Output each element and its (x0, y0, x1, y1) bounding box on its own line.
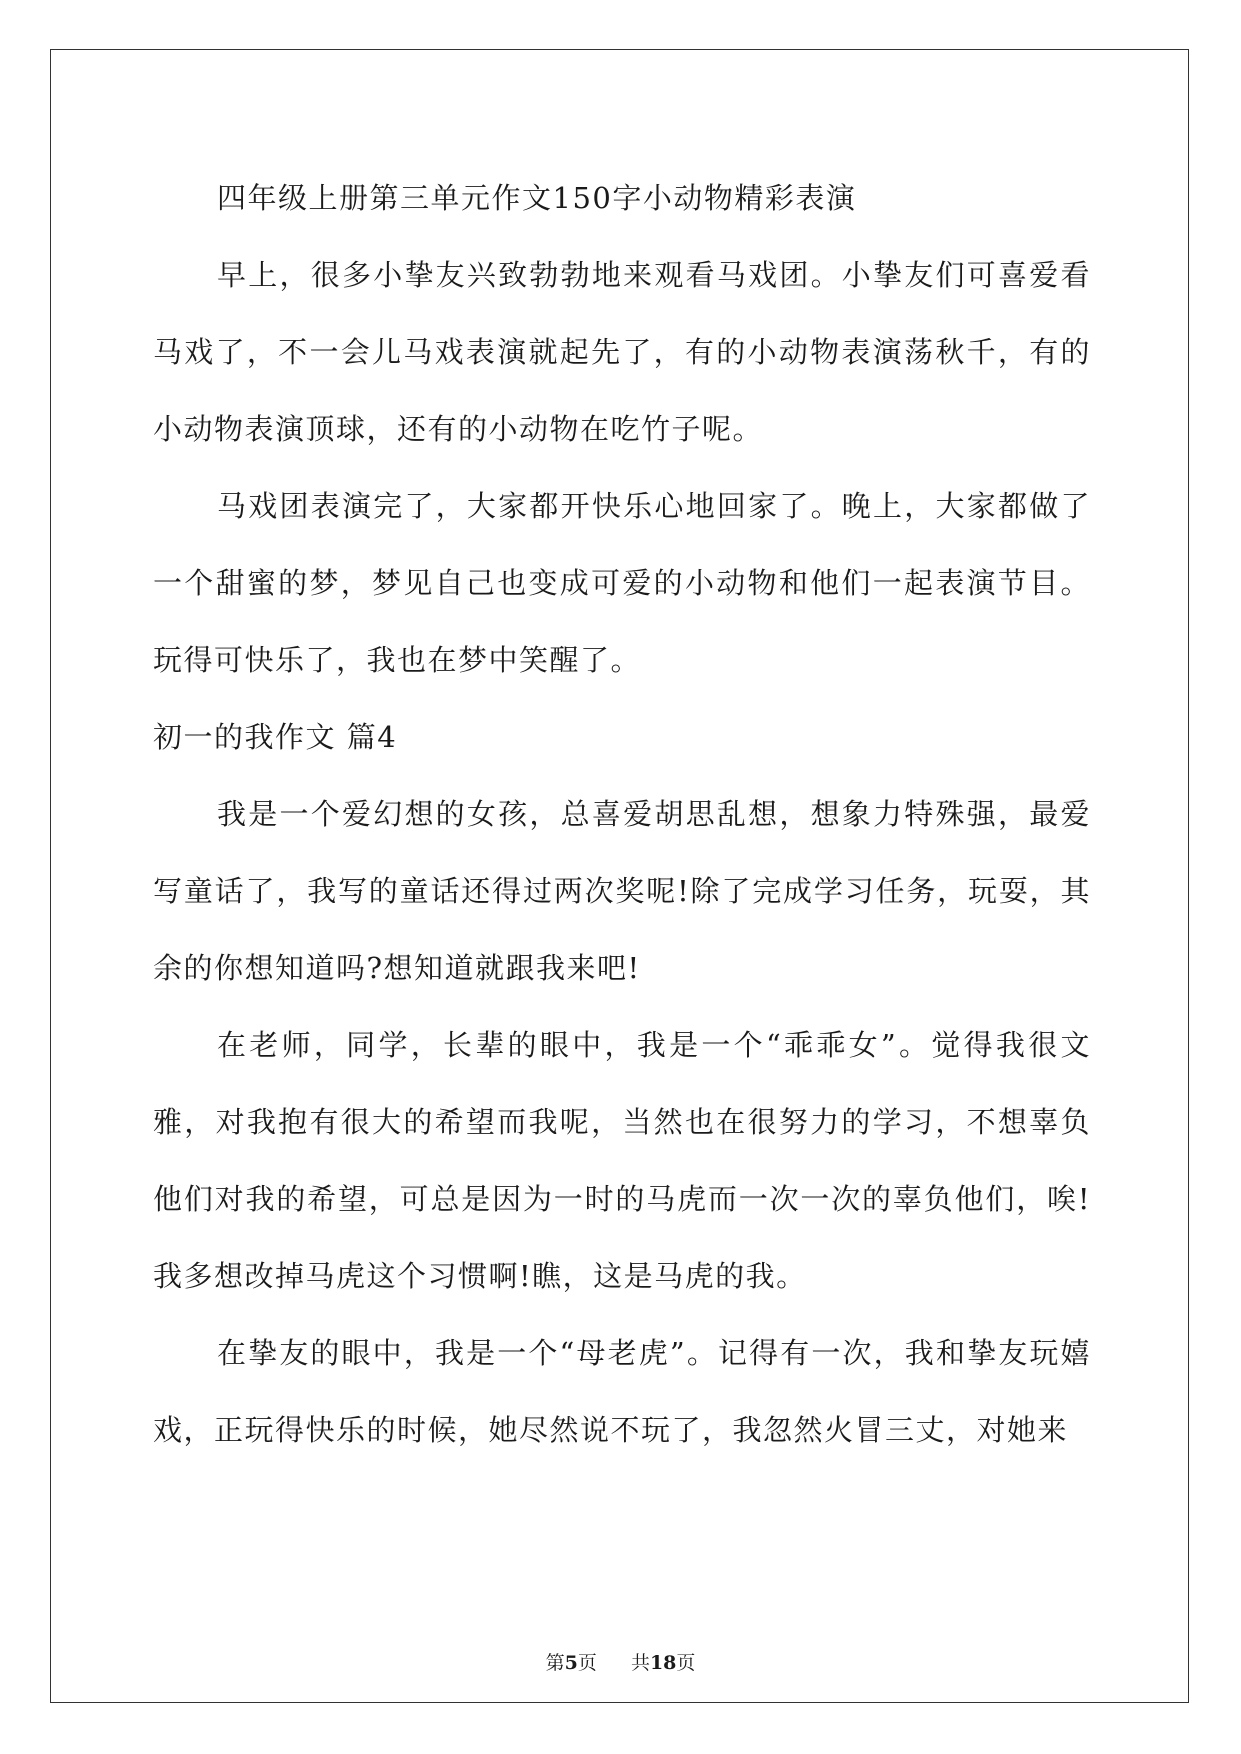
page-footer (0, 1651, 1241, 1675)
page-suffix: 页 (577, 1652, 597, 1674)
paragraph: 在老师，同学，长辈的眼中，我是一个“乖乖女”。觉得我很文雅，对我抱有很大的希望而我呢，当然也在很努力的学习，不想辜负他们对我的希望，可总是因为一时的马虎而一次一次的辜负他们，唉!我多想改掉马虎这个习惯啊!瞧，这是马虎的我。 (153, 1028, 1091, 1293)
total-prefix: 共 (630, 1652, 650, 1674)
total-pages-number: 18 (649, 1652, 677, 1674)
total-pages-indicator (631, 1651, 695, 1675)
document-body (153, 160, 1091, 1469)
total-suffix: 页 (676, 1652, 696, 1674)
paragraph: 马戏团表演完了，大家都开快乐心地回家了。晚上，大家都做了一个甜蜜的梦，梦见自己也变成可爱的小动物和他们一起表演节目。玩得可快乐了，我也在梦中笑醒了。 (153, 489, 1091, 677)
page-prefix: 第 (545, 1652, 565, 1674)
page-indicator (546, 1651, 597, 1675)
page-number: 5 (564, 1652, 578, 1674)
section-heading: 初一的我作文 篇4 (153, 720, 398, 754)
paragraph: 我是一个爱幻想的女孩，总喜爱胡思乱想，想象力特殊强，最爱写童话了，我写的童话还得过两次奖呢!除了完成学习任务，玩耍，其余的你想知道吗?想知道就跟我来吧! (153, 797, 1091, 985)
document-title: 四年级上册第三单元作文150字小动物精彩表演 (217, 181, 857, 215)
paragraph: 在挚友的眼中，我是一个“母老虎”。记得有一次，我和挚友玩嬉戏，正玩得快乐的时候，她尽然说不玩了，我忽然火冒三丈，对她来 (153, 1336, 1091, 1447)
paragraph: 早上，很多小挚友兴致勃勃地来观看马戏团。小挚友们可喜爱看马戏了，不一会儿马戏表演就起先了，有的小动物表演荡秋千，有的小动物表演顶球，还有的小动物在吃竹子呢。 (153, 258, 1091, 446)
